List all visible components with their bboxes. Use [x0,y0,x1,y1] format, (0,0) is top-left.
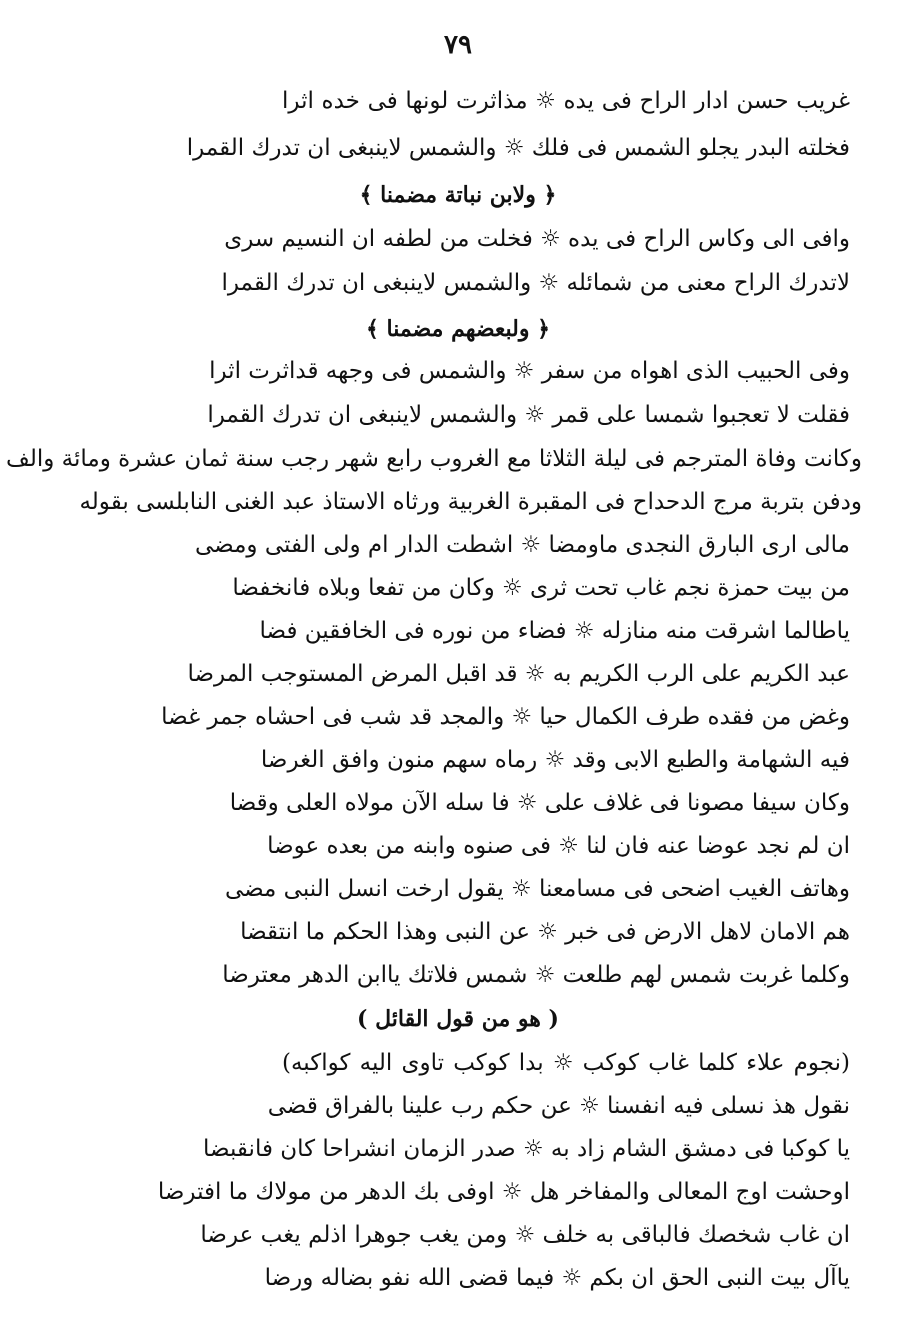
verse-line: ياآل بيت النبى الحق ان بكم ☼ فيما قضى الله نفو بضاله ورضا [264,1265,850,1291]
verse-line: غريب حسن ادار الراح فى يده ☼ مذاثرت لونها فى خده اثرا [282,88,850,114]
verse-line: فيه الشهامة والطبع الابى وقد ☼ رماه سهم منون وافق الغرضا [260,747,850,773]
verse-line: فخلته البدر يجلو الشمس فى فلك ☼ والشمس لاينبغى ان تدرك القمرا [186,135,850,161]
page-number: ٧٩ [444,30,472,60]
verse-line: (نجوم علاء كلما غاب كوكب ☼ بدا كوكب تاوى اليه كواكبه) [282,1050,850,1076]
verse-line: وكان سيفا مصونا فى غلاف على ☼ فا سله الآن مولاه العلى وقضا [229,790,850,816]
section-heading: ﴿ ولابن نباتة مضمنا ﴾ [359,182,557,208]
verse-line: نقول هذ نسلى فيه انفسنا ☼ عن حكم رب علينا بالفراق قضى [267,1093,850,1119]
verse-line: ان لم نجد عوضا عنه فان لنا ☼ فى صنوه وابنه من بعده عوضا [267,833,850,859]
verse-line: هم الامان لاهل الارض فى خبر ☼ عن النبى وهذا الحكم ما انتقضا [240,919,850,945]
verse-line: ياطالما اشرقت منه منازله ☼ فضاء من نوره فى الخافقين فضا [259,618,850,644]
verse-line: من بيت حمزة نجم غاب تحت ثرى ☼ وكان من تفعا وبلاه فانخفضا [232,575,850,601]
verse-line: مالى ارى البارق النجدى ماومضا ☼ اشطت الدار ام ولى الفتى ومضى [195,532,850,558]
verse-line: وفى الحبيب الذى اهواه من سفر ☼ والشمس فى وجهه قداثرت اثرا [209,358,850,384]
verse-line: وكلما غربت شمس لهم طلعت ☼ شمس فلاتك ياابن الدهر معترضا [222,962,850,988]
verse-line: وافى الى وكاس الراح فى يده ☼ فخلت من لطفه ان النسيم سرى [224,226,850,252]
verse-line: اوحشت اوج المعالى والمفاخر هل ☼ اوفى بك الدهر من مولاك ما افترضا [157,1179,850,1205]
verse-line: ان غاب شخصك فالباقى به خلف ☼ ومن يغب جوهرا اذلم يغب عرضا [200,1222,850,1248]
section-heading: ﴿ ولبعضهم مضمنا ﴾ [365,316,551,342]
prose-line: وكانت وفاة المترجم فى ليلة الثلاثا مع الغروب رابع شهر رجب سنة ثمان عشرة ومائة والف [6,446,862,472]
verse-line: يا كوكبا فى دمشق الشام زاد به ☼ صدر الزمان انشراحا كان فانقبضا [203,1136,850,1162]
verse-line: وغض من فقده طرف الكمال حيا ☼ والمجد قد شب فى احشاه جمر غضا [161,704,850,730]
section-heading: ( هو من قول القائل ) [357,1006,559,1032]
verse-line: وهاتف الغيب اضحى فى مسامعنا ☼ يقول ارخت انسل النبى مضى [224,876,850,902]
verse-line: لاتدرك الراح معنى من شمائله ☼ والشمس لاينبغى ان تدرك القمرا [221,270,850,296]
prose-line: ودفن بتربة مرج الدحداح فى المقبرة الغربية ورثاه الاستاذ عبد الغنى النابلسى بقوله [79,489,862,515]
verse-line: فقلت لا تعجبوا شمسا على قمر ☼ والشمس لاينبغى ان تدرك القمرا [207,402,850,428]
verse-line: عبد الكريم على الرب الكريم به ☼ قد اقبل المرض المستوجب المرضا [187,661,850,687]
